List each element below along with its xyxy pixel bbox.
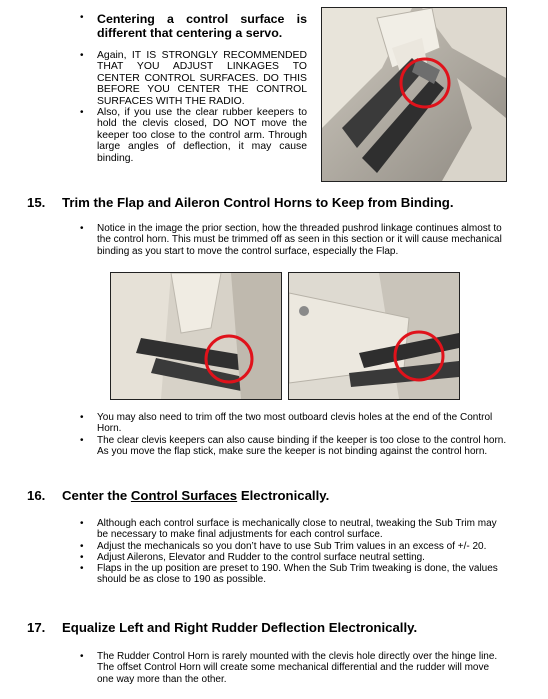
bullet-glyph: •: [80, 651, 84, 662]
list-item: [80, 551, 507, 563]
bullet-glyph: •: [80, 107, 84, 119]
section-title-text: Center the: [62, 488, 131, 503]
bullet-glyph: •: [80, 434, 84, 446]
photo-left-illustration: [111, 273, 281, 399]
section-title-text: Trim the Flap and Aileron Control Horns to Keep from Binding: [62, 195, 450, 210]
photo-right-illustration: [289, 273, 459, 399]
section-title: [62, 195, 454, 211]
bullet-glyph: •: [80, 223, 84, 234]
top-photo-clevis-pliers: [321, 7, 507, 182]
bullet-glyph: •: [80, 50, 84, 61]
bullet-glyph: •: [80, 12, 84, 23]
section-17-heading: [27, 620, 527, 638]
section-title-period: .: [413, 620, 418, 635]
list-item: [80, 518, 507, 541]
bullet-text: Although each control surface is mechanically close to neutral, tweaking the Sub Trim may be necessary to make final adjustments for each control surface.: [97, 518, 497, 541]
list-item: [80, 107, 307, 164]
section-title: [62, 620, 417, 636]
top-bullet-text-bold: Centering a control surface is different that centering a servo.: [97, 12, 307, 40]
top-bullet-text: Again, IT IS STRONGLY RECOMMENDED THAT YOU ADJUST LINKAGES TO CENTER CONTROL SURFACES. DO THIS BEFORE YOU CENTER THE CONTROL SURFACES WITH THE RADIO.: [97, 50, 307, 107]
list-item: [80, 223, 507, 257]
bullet-glyph: •: [80, 551, 84, 563]
bullet-text: Adjust Ailerons, Elevator and Rudder to the control surface neutral setting.: [97, 551, 425, 563]
section-15-photo-right: [288, 272, 460, 400]
section-16-bullets: [80, 518, 507, 586]
section-number: 17.: [27, 620, 46, 635]
list-item: [80, 12, 307, 40]
list-item: [80, 651, 507, 685]
section-15-bullets-before: [80, 223, 507, 257]
section-17-bullets: [80, 651, 507, 685]
section-title-text: Equalize Left and Right Rudder Deflection Electronically: [62, 620, 414, 635]
section-number: 15.: [27, 195, 46, 210]
list-item: [80, 50, 307, 107]
bullet-text: Notice in the image the prior section, how the threaded pushrod linkage continues almost to the control horn. This must be trimmed off as seen in this section or it will cause mechanical binding as you start to move the control surface, especially the Flap.: [97, 223, 502, 257]
section-title-period: .: [449, 195, 454, 210]
section-15-heading: [27, 195, 527, 213]
bullet-text: The Rudder Control Horn is rarely mounted with the clevis hole directly over the hinge line. The offset Control Horn will create some mechanical differential and the rudder will move one way more than the other.: [97, 651, 498, 685]
section-title-text: Electronically: [237, 488, 326, 503]
list-item: [80, 434, 507, 458]
top-bullet-list: [80, 12, 307, 164]
list-item: [80, 540, 507, 552]
section-title-period: .: [325, 488, 330, 503]
bullet-glyph: •: [80, 412, 84, 423]
section-15-bullets-after: [80, 412, 507, 457]
list-item: [80, 563, 507, 586]
list-item: [80, 412, 507, 435]
section-15-photo-left: [110, 272, 282, 400]
bullet-glyph: •: [80, 563, 84, 575]
top-bullet-text: Also, if you use the clear rubber keepers to hold the clevis closed, DO NOT move the keeper too close to the control arm. Through large angles of deflection, it may cause binding.: [97, 107, 307, 164]
bullet-text: The clear clevis keepers can also cause binding if the keeper is too close to the control horn. As you move the flap stick, make sure the keeper is not binding against the control horn.: [97, 434, 507, 457]
section-title: [62, 488, 329, 504]
bullet-text: You may also need to trim off the two most outboard clevis holes at the end of the Control Horn.: [97, 412, 493, 435]
bullet-glyph: •: [80, 518, 84, 529]
bullet-glyph: •: [80, 540, 84, 552]
control-surfaces-link[interactable]: Control Surfaces: [130, 488, 238, 503]
bullet-text: Adjust the mechanicals so you don’t have to use Sub Trim values in an excess of +/- 20.: [97, 540, 487, 552]
top-photo-illustration: [322, 8, 506, 181]
section-16-heading: [27, 488, 527, 506]
section-number: 16.: [27, 488, 46, 503]
bullet-text: Flaps in the up position are preset to 190. When the Sub Trim tweaking is done, the values should be as close to 190 as possible.: [97, 563, 498, 586]
